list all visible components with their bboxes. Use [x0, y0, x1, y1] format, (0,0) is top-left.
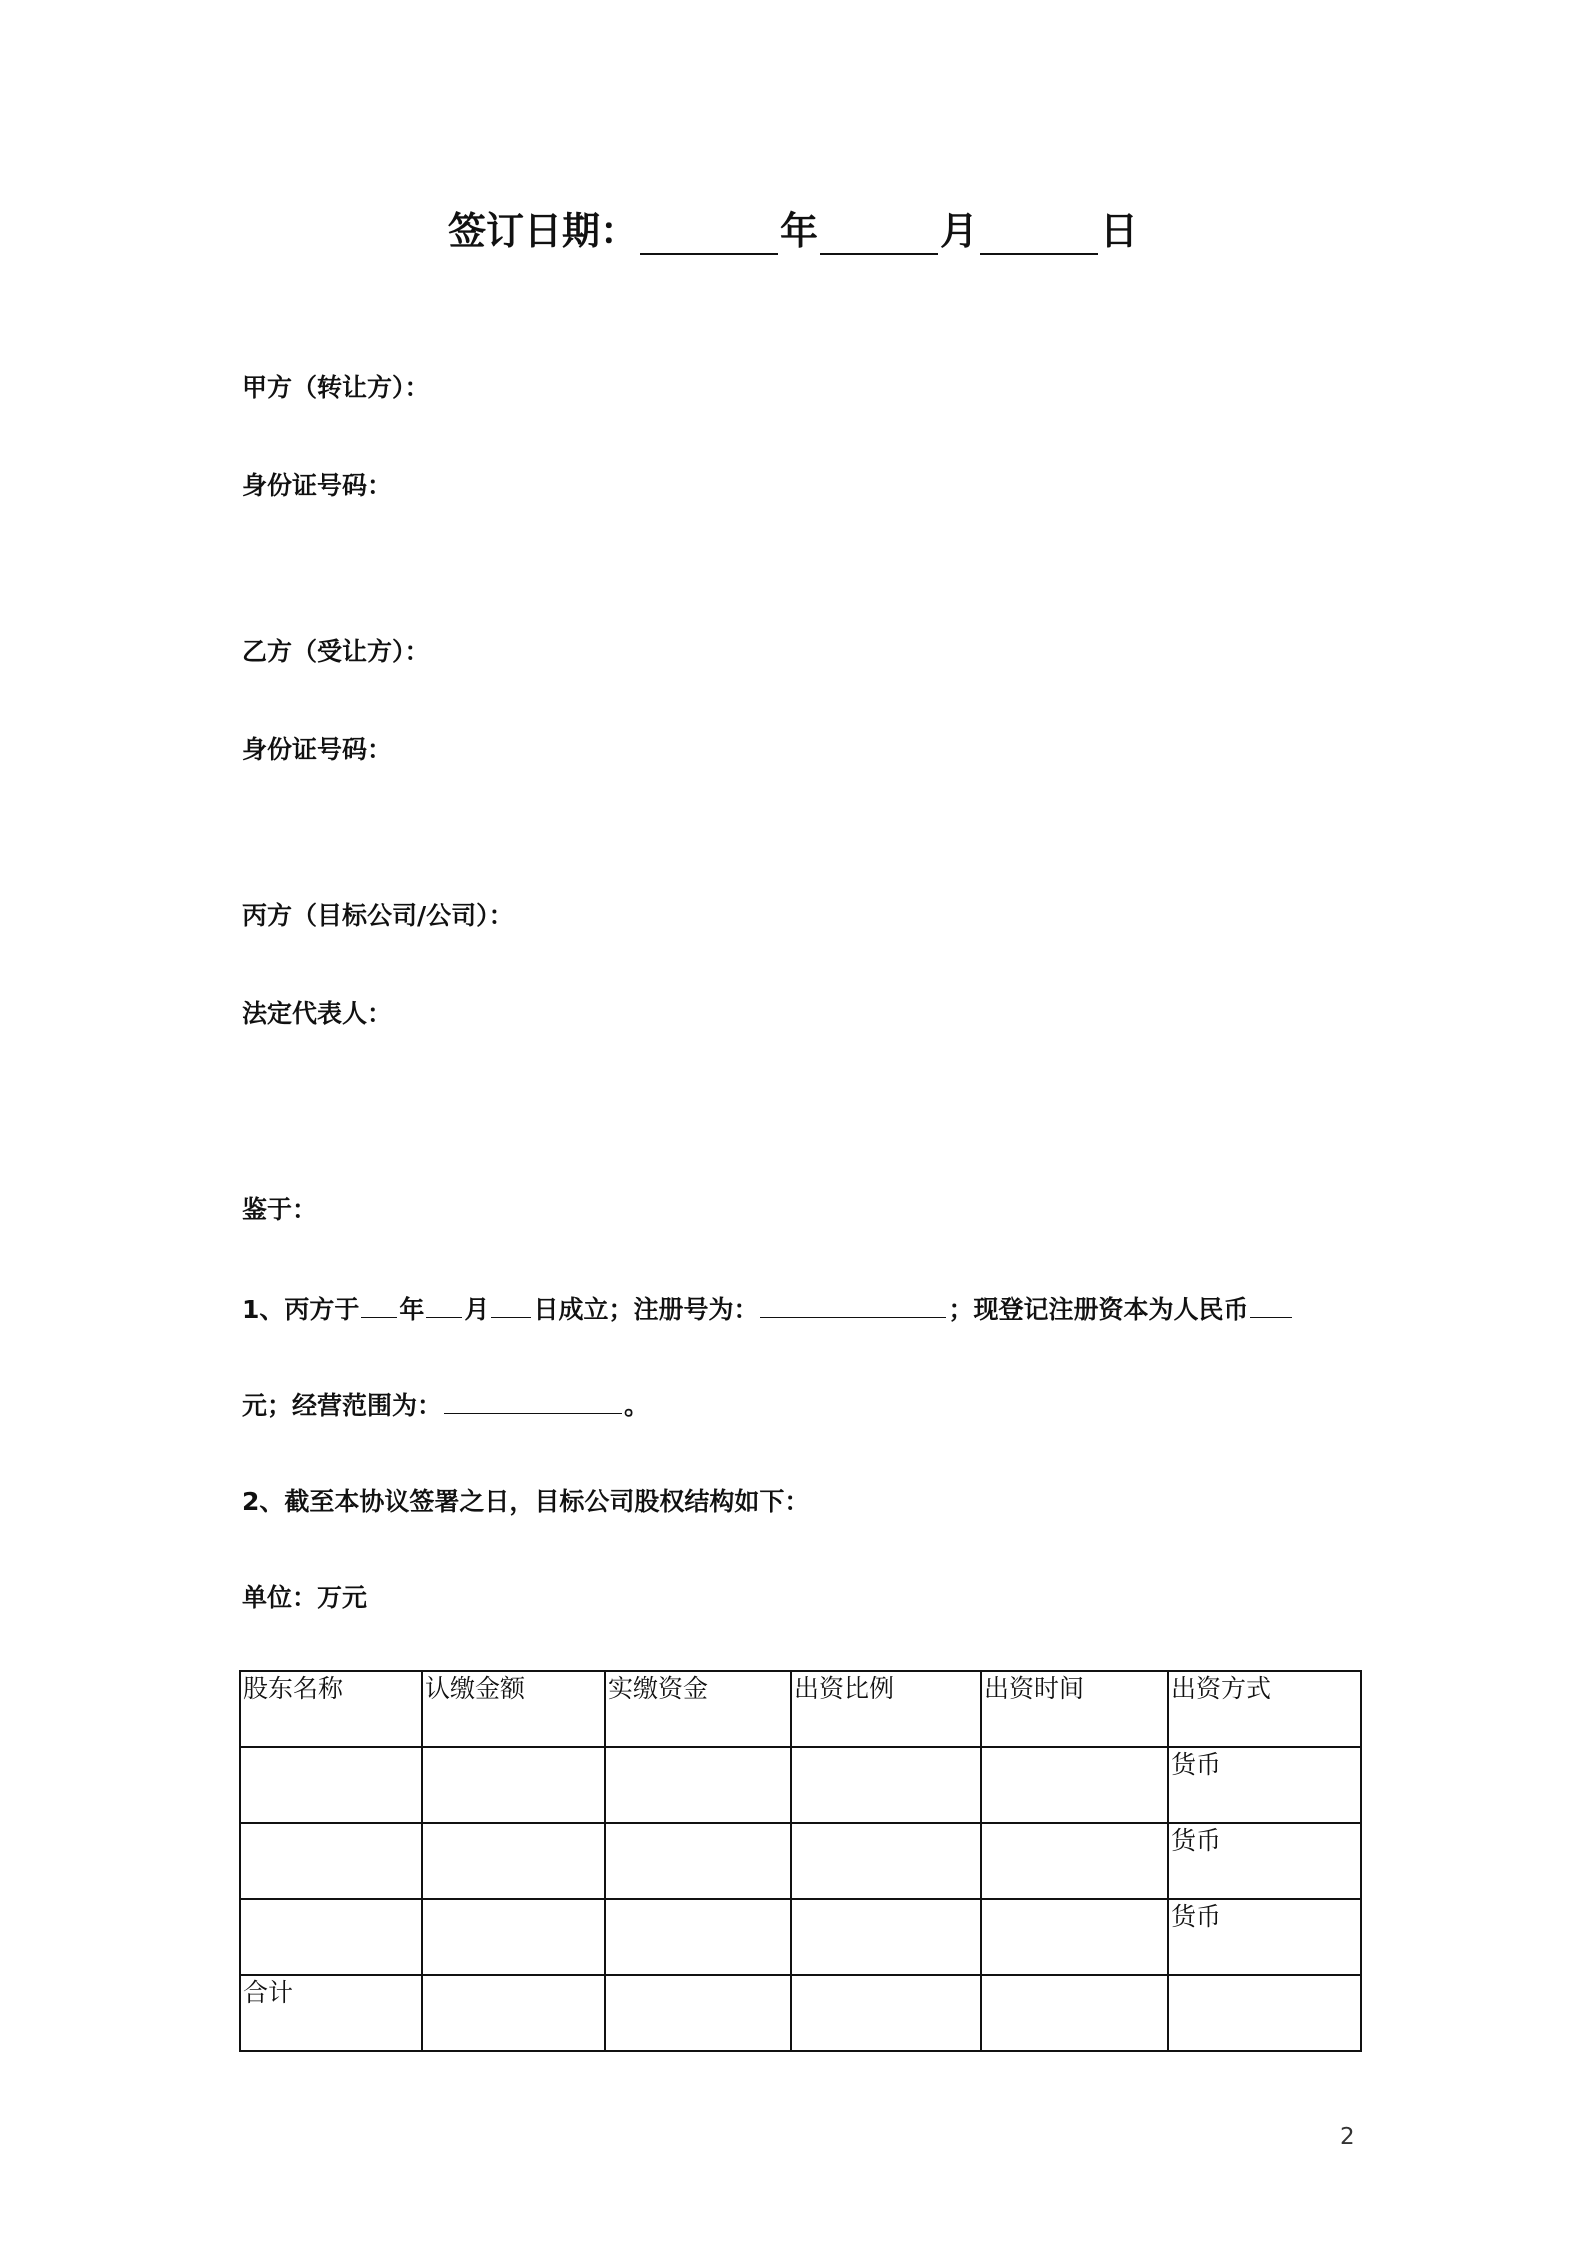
table-cell [981, 1975, 1168, 2051]
party-c-label: 丙方（目标公司/公司）： [242, 901, 514, 930]
month-label: 月 [940, 209, 979, 253]
whereas-item-2: 2、截至本协议签署之日，目标公司股权结构如下： [242, 1487, 810, 1516]
legal-representative-label: 法定代表人： [242, 999, 393, 1028]
item1-month: 月 [464, 1295, 490, 1324]
table-cell [981, 1823, 1168, 1899]
table-cell [605, 1747, 791, 1823]
day-label: 日 [1100, 209, 1139, 253]
table-cell [240, 1823, 422, 1899]
table-cell [791, 1899, 981, 1975]
party-b-id-label: 身份证号码： [242, 735, 393, 764]
table-cell [981, 1899, 1168, 1975]
item1-established: 日成立；注册号为： [533, 1295, 759, 1324]
table-cell [605, 1975, 791, 2051]
header-paid-capital: 实缴资金 [605, 1671, 791, 1747]
table-cell [605, 1823, 791, 1899]
table-row [240, 1823, 1361, 1899]
table-cell [791, 1747, 981, 1823]
table-cell [240, 1899, 422, 1975]
party-a-id-label: 身份证号码： [242, 471, 393, 500]
equity-structure-table [239, 1670, 1362, 2052]
day-blank [491, 1293, 531, 1318]
capital-amount-blank [1250, 1293, 1292, 1318]
day-blank [980, 217, 1098, 255]
header-shareholder-name: 股东名称 [240, 1671, 422, 1747]
registration-number-blank [760, 1293, 946, 1318]
party-b-label: 乙方（受让方）： [242, 637, 430, 666]
unit-label: 单位：万元 [242, 1583, 368, 1612]
table-header-row [240, 1671, 1361, 1747]
table-total-row [240, 1975, 1361, 2051]
month-blank [820, 217, 938, 255]
year-blank [361, 1293, 397, 1318]
whereas-item-1 [242, 1290, 1294, 1326]
page-number: 2 [1340, 2124, 1355, 2150]
table-cell [422, 1975, 605, 2051]
table-cell [240, 1747, 422, 1823]
whereas-item-1-cont [242, 1386, 649, 1422]
item1-year: 年 [399, 1295, 425, 1324]
month-blank [426, 1293, 462, 1318]
table-cell [422, 1823, 605, 1899]
table-cell: 货币 [1168, 1823, 1361, 1899]
header-contribution-ratio: 出资比例 [791, 1671, 981, 1747]
table-cell: 货币 [1168, 1747, 1361, 1823]
header-subscribed-amount: 认缴金额 [422, 1671, 605, 1747]
table-cell [981, 1747, 1168, 1823]
item1-capital: ；现登记注册资本为人民币 [948, 1295, 1249, 1324]
table-row [240, 1747, 1361, 1823]
year-label: 年 [779, 209, 818, 253]
table-cell: 合计 [240, 1975, 422, 2051]
year-blank [640, 217, 778, 255]
table-cell [791, 1975, 981, 2051]
table-cell [422, 1747, 605, 1823]
item1-prefix: 1、丙方于 [242, 1295, 360, 1324]
business-scope-blank [444, 1389, 622, 1414]
item1-period: 。 [624, 1391, 650, 1420]
table-cell: 货币 [1168, 1899, 1361, 1975]
table-row [240, 1899, 1361, 1975]
table-cell [1168, 1975, 1361, 2051]
header-contribution-method: 出资方式 [1168, 1671, 1361, 1747]
party-a-label: 甲方（转让方）： [242, 373, 430, 402]
table-cell [422, 1899, 605, 1975]
header-contribution-time: 出资时间 [981, 1671, 1168, 1747]
item1-unit-scope: 元；经营范围为： [242, 1391, 443, 1420]
table-cell [791, 1823, 981, 1899]
signing-date-title [0, 200, 1586, 255]
whereas-heading: 鉴于： [242, 1195, 318, 1224]
table-cell [605, 1899, 791, 1975]
signing-date-label: 签订日期： [447, 209, 638, 253]
